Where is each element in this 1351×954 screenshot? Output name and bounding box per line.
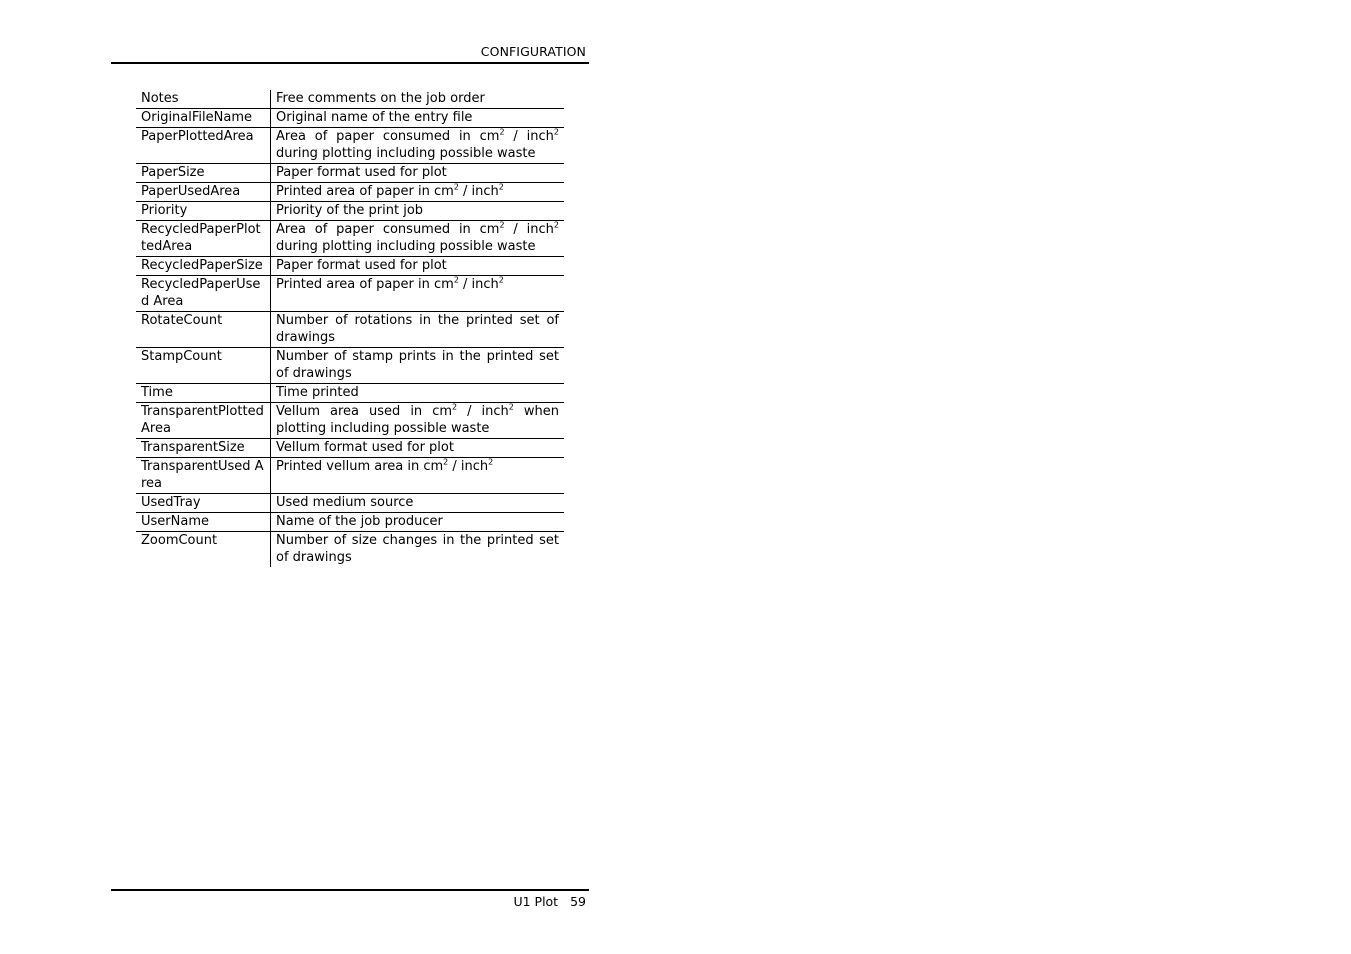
field-name: TransparentUsed Area: [136, 458, 271, 494]
field-name: Time: [136, 384, 271, 403]
table-row: [136, 403, 564, 439]
description-text: / inch: [457, 404, 509, 419]
description-text: Printed vellum area in cm: [276, 459, 444, 474]
field-description: Free comments on the job order: [276, 91, 485, 106]
field-name: TransparentSize: [136, 439, 271, 458]
table-row: [136, 202, 564, 221]
field-description: Paper format used for plot: [271, 257, 565, 276]
description-text: / inch: [504, 129, 554, 144]
superscript: 2: [443, 457, 449, 467]
field-name: TransparentPlotted Area: [136, 403, 271, 439]
field-description: [271, 403, 565, 439]
superscript: 2: [453, 182, 459, 192]
field-name: UsedTray: [136, 494, 271, 513]
footer: [513, 894, 586, 909]
table-row: [136, 183, 564, 202]
field-description: [271, 458, 565, 494]
table-row: [136, 439, 564, 458]
field-description: Vellum format used for plot: [271, 439, 565, 458]
field-description: Original name of the entry file: [271, 109, 565, 128]
field-name: ZoomCount: [136, 532, 271, 568]
table-row: [136, 458, 564, 494]
field-description: Used medium source: [271, 494, 565, 513]
description-text: / inch: [458, 277, 499, 292]
field-description: Priority of the print job: [271, 202, 565, 221]
table-row: [136, 276, 564, 312]
table-row: [136, 221, 564, 257]
superscript: 2: [498, 275, 504, 285]
description-text: Area of paper consumed in cm: [276, 222, 500, 237]
description-text: Vellum area used in cm: [276, 404, 453, 419]
field-description: [271, 276, 565, 312]
description-text: during plotting including possible waste: [276, 146, 536, 161]
description-text: / inch: [458, 184, 499, 199]
field-name: PaperUsedArea: [136, 183, 271, 202]
superscript: 2: [452, 402, 458, 412]
table-row: [136, 532, 564, 568]
table-row: [136, 494, 564, 513]
description-text: Area of paper consumed in cm: [276, 129, 500, 144]
field-description: Time printed: [271, 384, 565, 403]
field-name: Notes: [136, 90, 271, 109]
field-description: Name of the job producer: [271, 513, 565, 532]
description-text: / inch: [448, 459, 489, 474]
description-text: Printed area of paper in cm: [276, 277, 454, 292]
superscript: 2: [498, 182, 504, 192]
field-description: Number of rotations in the printed set of drawings: [271, 312, 565, 348]
table-row: [136, 257, 564, 276]
description-text: during plotting including possible waste: [276, 239, 536, 254]
table-row: [136, 128, 564, 164]
field-name: OriginalFileName: [136, 109, 271, 128]
field-description: Paper format used for plot: [271, 164, 565, 183]
field-description: [271, 183, 565, 202]
table-body: [136, 90, 564, 567]
table-row: [136, 384, 564, 403]
table-row: [136, 90, 564, 109]
field-name: PaperSize: [136, 164, 271, 183]
table-row: [136, 513, 564, 532]
footer-rule: [111, 889, 589, 891]
superscript: 2: [499, 220, 505, 230]
description-text: Printed area of paper in cm: [276, 184, 454, 199]
field-description: [271, 221, 565, 257]
field-name: RotateCount: [136, 312, 271, 348]
superscript: 2: [453, 275, 459, 285]
header-rule: [111, 62, 589, 64]
superscript: 2: [488, 457, 494, 467]
table-row: [136, 164, 564, 183]
field-name: RecycledPaperPlottedArea: [136, 221, 271, 257]
field-description: [271, 128, 565, 164]
table-row: [136, 348, 564, 384]
field-name: PaperPlottedArea: [136, 128, 271, 164]
superscript: 2: [553, 127, 559, 137]
field-name: StampCount: [136, 348, 271, 384]
superscript: 2: [553, 220, 559, 230]
description-text: / inch: [504, 222, 554, 237]
field-description: Number of size changes in the printed set of drawings: [271, 532, 565, 568]
superscript: 2: [499, 127, 505, 137]
table-row: [136, 312, 564, 348]
field-reference-table: [136, 90, 564, 567]
superscript: 2: [508, 402, 514, 412]
field-name: Priority: [136, 202, 271, 221]
description-text: when plotting including possible waste: [276, 404, 560, 436]
field-name: RecycledPaperUsed Area: [136, 276, 271, 312]
section-title: CONFIGURATION: [480, 44, 586, 59]
document-name: U1 Plot: [513, 894, 559, 909]
field-name: RecycledPaperSize: [136, 257, 271, 276]
field-description: Number of stamp prints in the printed set of drawings: [271, 348, 565, 384]
field-name: UserName: [136, 513, 271, 532]
table-row: [136, 109, 564, 128]
page-number: 59: [570, 894, 586, 909]
